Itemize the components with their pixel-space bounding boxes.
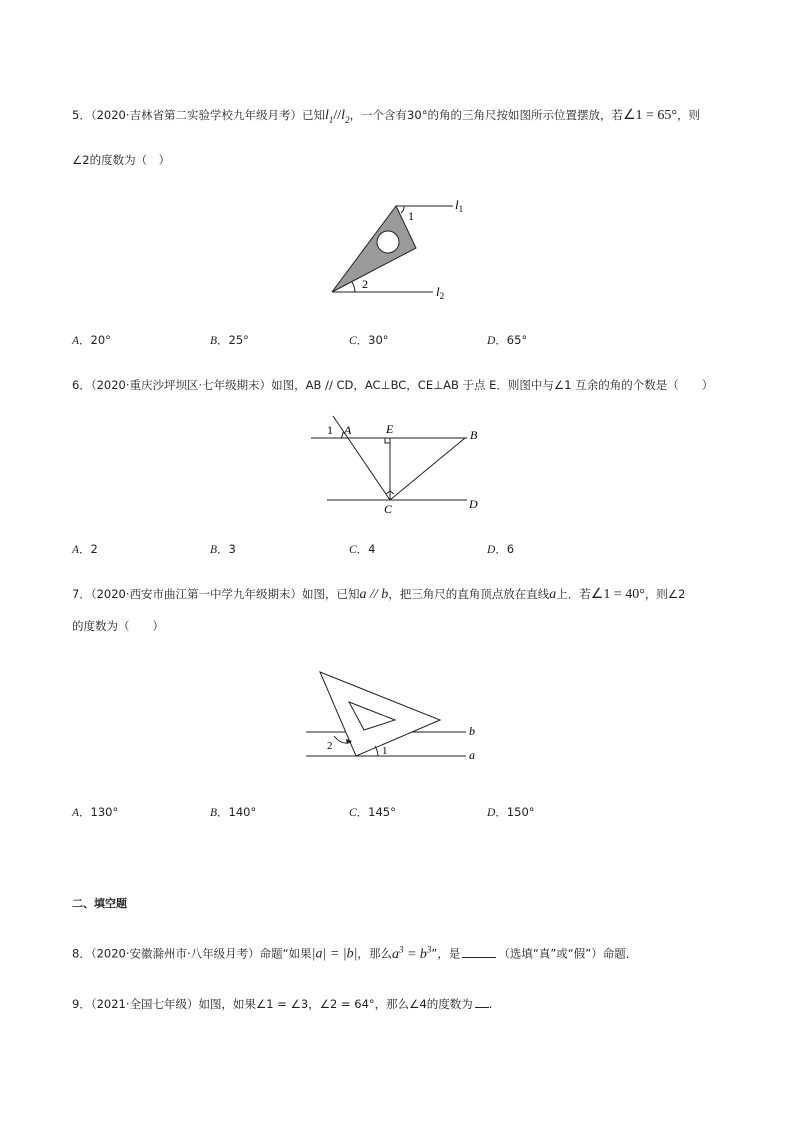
label-d: D: [469, 497, 478, 511]
label-a: a: [469, 748, 475, 762]
question-text: 如图，如果∠1 = ∠3，∠2 = 64°，那么∠4的度数为: [198, 997, 473, 1011]
label-b: B: [470, 428, 478, 442]
option-b[interactable]: B．140°: [210, 805, 257, 819]
option-d[interactable]: D．65°: [487, 333, 528, 347]
line-l1: $l_1$: [325, 108, 334, 125]
answer-blank[interactable]: [462, 947, 496, 958]
question-text: 命题“如果: [259, 946, 312, 961]
right-angle-mark-e: [385, 438, 390, 443]
question-number: 8．: [72, 946, 91, 961]
option-a[interactable]: A．2: [72, 542, 98, 556]
cube-expression: $a^3 = b^3$: [391, 944, 432, 962]
question-number: 6．: [72, 378, 91, 392]
section-title: 二、填空题: [72, 897, 127, 910]
question-number: 7．: [72, 587, 91, 601]
question-number: 9．: [72, 997, 91, 1011]
question-source: （2020·吉林省第二实验学校九年级月考）: [90, 108, 302, 122]
question-source: （2020·重庆沙坪坝区·七年级期末）: [90, 378, 272, 392]
question-text: ，则: [677, 108, 700, 122]
label-1: 1: [382, 745, 388, 757]
answer-blank[interactable]: [475, 997, 489, 1008]
ruler-hole: [377, 231, 399, 253]
question-5-line-2: ∠2的度数为（ ）: [72, 153, 171, 167]
triangle-ruler: [332, 206, 416, 292]
option-a[interactable]: A．20°: [72, 333, 111, 347]
question-9-line: 9．（2021·全国七年级）如图，如果∠1 = ∠3，∠2 = 64°，那么∠4的度数为 .: [72, 997, 493, 1011]
question-6-figure: [305, 412, 495, 520]
option-d[interactable]: D．6: [487, 542, 515, 556]
question-5-figure: [320, 190, 480, 305]
label-1: 1: [327, 423, 333, 437]
question-text: ，把三角尺的直角顶点放在直线: [388, 587, 550, 601]
option-c[interactable]: C．145°: [349, 805, 396, 819]
label-angle-2: 2: [362, 277, 368, 291]
question-text: ，那么: [357, 946, 392, 961]
label-c: C: [384, 502, 393, 516]
option-c[interactable]: C．30°: [349, 333, 389, 347]
label-l2: $l_2$: [436, 284, 445, 301]
segment-bc: [390, 438, 465, 500]
question-source: （2020·西安市曲江第一中学九年级期末）: [90, 587, 302, 601]
question-text: 如图，已知: [302, 587, 360, 601]
question-7-line-2: 的度数为（ ）: [72, 619, 164, 633]
label-2: 2: [327, 740, 333, 752]
question-7-figure: [300, 664, 490, 764]
line-a: a: [549, 587, 557, 602]
label-a: A: [344, 423, 352, 437]
label-e: E: [386, 422, 394, 436]
absolute-value-expression: |a| = |b|: [311, 946, 358, 962]
segment-ac-extended: [333, 416, 390, 500]
question-text: 已知: [302, 108, 325, 122]
angle-arc-1: [401, 206, 404, 213]
question-number: 5．: [72, 108, 91, 122]
label-l1: $l_1$: [455, 197, 464, 214]
option-a[interactable]: A．130°: [72, 805, 119, 819]
question-text: 上．若: [556, 587, 591, 601]
label-angle-1: 1: [408, 209, 414, 223]
option-d[interactable]: D．150°: [487, 805, 535, 819]
label-b: b: [469, 724, 475, 738]
question-text: 如图，AB // CD，AC⊥BC，CE⊥AB 于点 E．则图中与∠1 互余的角的个数是（ ）: [271, 378, 714, 392]
question-5-line-1: [72, 107, 700, 125]
option-b[interactable]: B．3: [210, 542, 236, 556]
option-b[interactable]: B．25°: [210, 333, 249, 347]
question-text: ，则∠2: [644, 587, 686, 601]
question-7-line-1: [72, 586, 685, 603]
question-6-line-1: [72, 377, 713, 393]
parallel-symbol: //: [333, 108, 342, 123]
question-text: （选填“真”或“假”）命题．: [498, 946, 638, 961]
question-text: ，一个含有30°的角的三角尺按如图所示位置摆放，若: [349, 108, 623, 122]
question-8-line: [72, 944, 637, 963]
question-source: （2020·安徽滁州市·八年级月考）: [90, 946, 260, 961]
question-text: ”，是: [431, 946, 461, 961]
angle-arc-2: [352, 282, 355, 292]
angle-arc-1: [341, 432, 343, 438]
angle-expression: ∠1 = 40°: [590, 587, 645, 602]
angle-expression: ∠1 = 65°: [622, 108, 677, 123]
line-l2: $l_2$: [341, 108, 350, 125]
question-source: （2021·全国七年级）: [90, 997, 199, 1011]
option-c[interactable]: C．4: [349, 542, 376, 556]
parallel-expression: a // b: [359, 587, 389, 602]
